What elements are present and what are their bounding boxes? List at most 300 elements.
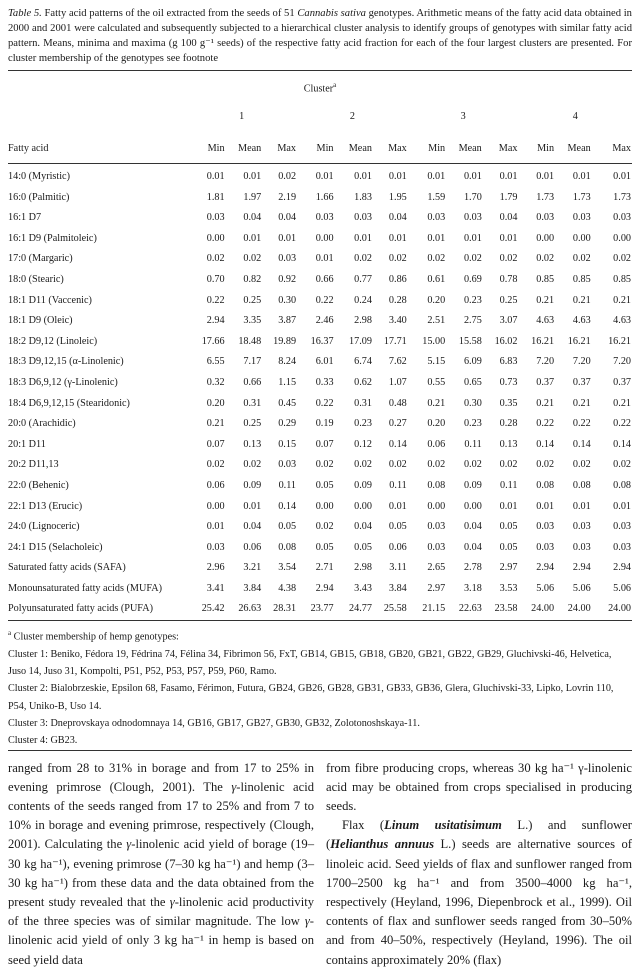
table-cell: 8.24 [278,356,297,368]
table-cell: 4.63 [613,315,631,327]
table-cell: 0.29 [278,418,297,430]
table-cell: 0.61 [427,273,446,285]
table-cell: 1.83 [354,191,372,203]
cluster-heading-label: Cluster [303,83,334,95]
table-cell: 0.14 [536,438,555,450]
table-cell: 5.06 [572,582,591,594]
table-cell: 0.03 [278,253,297,265]
table-row [8,394,632,415]
fatty-acid-name: 18:0 (Stearic) [8,273,64,285]
table-cell: 0.07 [206,438,225,450]
table-cell: 0.02 [499,253,518,265]
table-cell: 0.05 [315,541,334,553]
table-cell: 0.00 [206,500,225,512]
cluster-heading [8,71,632,99]
table-cell: 0.07 [315,438,334,450]
footnote-cluster-1: Cluster 1: Beniko, Fédora 19, Fédrina 74, Félina 34, Fibrimon 56, FxT, GB14, GB15, GB18, GB20, GB21, GB22, GB29, Gluchivski-46, Helvetica, Juso 14, Juso 31, Kompolti, P51, P52, P53, P57, P59, P60, Ramo. [8,648,612,678]
table-cell: 0.37 [536,376,555,388]
table-cell: 4.63 [536,315,555,327]
table-cell: 24.77 [349,603,372,615]
table-cell: 0.24 [354,294,372,306]
table-cell: 1.81 [206,191,225,203]
table-cell: 0.85 [613,273,631,285]
table-cell: 0.65 [463,376,482,388]
table-cell: 0.23 [354,418,372,430]
col-header-min: Min [428,143,446,154]
table-cell: 2.94 [315,582,334,594]
table-cell: 0.11 [500,479,518,491]
table-cell: 0.78 [499,273,518,285]
table-cell: 0.06 [388,541,407,553]
table-cell: 2.98 [354,562,372,574]
table-cell: 1.95 [388,191,407,203]
text-run: -linolenic acid yield of only 3 kg ha⁻¹ in hemp is based on seed yield data [8,914,314,967]
table-cell: 0.02 [536,459,555,471]
fatty-acid-name: 18:4 D6,9,12,15 (Stearidonic) [8,397,130,409]
table-cell: 1.07 [388,376,407,388]
fatty-acid-name: 22:1 D13 (Erucic) [8,500,83,512]
table-cell: 0.14 [613,438,631,450]
col-header-mean: Mean [348,143,372,154]
right-paragraph-2 [326,816,632,970]
table-row [8,497,632,518]
table-cell: 0.27 [388,418,407,430]
table-cell: 0.31 [243,397,262,409]
table-cell: 16.21 [531,335,555,347]
table-cell: 0.01 [499,232,518,244]
table-cell: 17.66 [201,335,225,347]
table-cell: 0.09 [243,479,262,491]
table-cell: 0.23 [463,418,482,430]
table-cell: 0.02 [613,253,631,265]
table-cell: 0.77 [354,273,372,285]
table-cell: 0.01 [499,171,518,182]
species-name-sunflower: Helianthus annuus [330,837,434,852]
table-cell: 26.63 [238,603,262,615]
table-cell: 0.21 [536,294,555,306]
table-cell: 6.74 [354,356,372,368]
table-cell: 0.02 [463,459,482,471]
text-run: L.) seeds are alternative sources of linoleic acid. Seed yields of flax and sunflower ranged from 1700–2500 kg ha⁻¹ and from 3500–4000 kg ha⁻¹, respectively (Heyland, 1996, Diepenbrock et al., 1999). Oil contents of flax and sunflower seeds ranged from 30–50% and from 40–50%, respectively (Heyland, 1996). The oil contains approximately 20% (flax) [326,837,632,967]
table-cell: 0.01 [572,171,591,182]
table-cell: 0.15 [278,438,297,450]
table-cell: 7.20 [613,356,631,368]
table-cell: 0.22 [572,418,591,430]
table-cell: 0.37 [572,376,591,388]
table-cell: 0.11 [464,438,482,450]
table-cell: 0.05 [315,479,334,491]
footnote-marker: a [8,629,12,638]
col-header-max: Max [388,143,407,154]
table-row [8,188,632,209]
fatty-acid-table [8,99,632,620]
cluster-number-row [8,99,632,135]
table-cell: 1.59 [427,191,446,203]
table-cell: 6.01 [315,356,334,368]
footnote-cluster-4: Cluster 4: GB23. [8,735,78,747]
table-row [8,167,632,188]
table-cell: 0.19 [315,418,334,430]
fatty-acid-name: 22:0 (Behenic) [8,479,69,491]
col-header-min: Min [537,143,555,154]
table-cell: 0.03 [427,541,446,553]
table-cell: 18.48 [238,335,262,347]
table-cell: 0.03 [613,541,631,553]
table-cell: 0.05 [278,521,297,533]
table-cell: 1.73 [572,191,591,203]
table-cell: 0.22 [315,294,334,306]
text-run: L.) and sunflower ( [326,818,633,852]
table-cell: 0.02 [536,253,555,265]
table-cell: 2.94 [536,562,555,574]
table-cell: 1.66 [315,191,334,203]
table-cell: 0.28 [499,418,518,430]
table-cell: 2.98 [354,315,372,327]
table-cell: 0.03 [278,459,297,471]
table-cell: 0.02 [613,459,631,471]
right-paragraph-1: from fibre producing crops, whereas 30 kg ha⁻¹ γ-linolenic acid may be obtained from crops specialised in producing seeds. [326,760,632,813]
table-cell: 0.00 [463,500,482,512]
table-cell: 3.43 [354,582,372,594]
table-cell: 0.00 [354,500,372,512]
table-row [8,332,632,353]
table-cell: 0.03 [206,212,225,224]
table-cell: 2.94 [613,562,631,574]
table-cell: 6.09 [463,356,482,368]
table-row [8,517,632,538]
table-row [8,538,632,559]
table-cell: 0.22 [536,418,555,430]
table-cell: 2.97 [499,562,518,574]
table-cell: 4.63 [572,315,591,327]
table-cell: 0.00 [613,232,631,244]
table-cell: 3.54 [278,562,297,574]
table-cell: 0.01 [206,171,225,182]
table-cell: 0.03 [613,212,631,224]
table-cell: 0.02 [427,253,446,265]
table-cell: 0.03 [427,521,446,533]
table-cell: 0.35 [499,397,518,409]
table-cell: 0.01 [354,171,372,182]
table-cell: 0.04 [354,521,372,533]
table-cell: 0.06 [206,479,225,491]
table-cell: 0.00 [536,232,555,244]
table-cell: 0.01 [463,232,482,244]
table-cell: 3.53 [499,582,518,594]
table-cell: 0.06 [243,541,262,553]
table-cell: 0.69 [463,273,482,285]
table-cell: 22.63 [458,603,482,615]
table-cell: 0.01 [315,171,334,182]
caption-species: Cannabis sativa [297,8,366,19]
table-row [8,599,632,620]
table-cell: 3.84 [243,582,262,594]
table-cell: 0.03 [572,541,591,553]
table-cell: 0.01 [278,232,297,244]
table-row [8,435,632,456]
table-cell: 15.58 [458,335,482,347]
table-cell: 0.66 [243,376,262,388]
table-cell: 2.94 [572,562,591,574]
table-cell: 0.04 [243,521,262,533]
table-row [8,270,632,291]
table-cell: 0.85 [572,273,591,285]
table-cell: 0.08 [427,479,446,491]
table-cell: 3.41 [206,582,225,594]
right-column [326,759,632,970]
table-row [8,249,632,270]
table-cell: 0.08 [613,479,631,491]
table-cell: 0.30 [278,294,297,306]
fatty-acid-name: 17:0 (Margaric) [8,253,73,265]
fatty-acid-name: 18:2 D9,12 (Linoleic) [8,335,98,347]
table-row [8,579,632,600]
table-row [8,229,632,250]
table-cell: 0.08 [572,479,591,491]
fatty-acid-name: 16:1 D7 [8,212,42,224]
page [8,0,632,970]
table-cell: 0.21 [427,397,446,409]
table-cell: 0.03 [315,212,334,224]
cluster-heading-footnote-marker: a [333,81,337,89]
table-cell: 0.02 [206,253,225,265]
table-cell: 0.62 [354,376,372,388]
table-label: Table 5. [8,8,42,19]
table-cell: 0.25 [243,418,262,430]
table-cell: 0.02 [427,459,446,471]
table-cell: 0.01 [463,171,482,182]
table-cell: 0.01 [315,253,334,265]
table-body [8,167,632,620]
table-cell: 0.14 [572,438,591,450]
table-cell: 0.03 [354,212,372,224]
table-cell: 2.75 [463,315,482,327]
table-cell: 0.01 [499,500,518,512]
text-run: -linolenic acid yield of borage (19–30 kg ha⁻¹), evening primrose (7–30 kg ha⁻¹) and hemp (3–30 kg ha⁻¹) from these data and the data obtained from the present study revealed that the [8,837,315,909]
text-run: ranged from 28 to 31% in borage and from 17 to 25% in evening primrose (Clough, 2001). The [8,760,314,794]
table-cell: 0.00 [572,232,591,244]
table-cell: 0.04 [243,212,262,224]
table-cell: 0.03 [536,541,555,553]
table-cell: 0.23 [463,294,482,306]
left-column [8,759,314,970]
table-cell: 15.00 [422,335,446,347]
table-cell: 21.15 [422,603,446,615]
cluster-4-heading: 4 [572,111,578,122]
table-row [8,373,632,394]
table-cell: 3.35 [243,315,262,327]
table-cell: 0.13 [499,438,518,450]
table-cell: 0.01 [388,232,407,244]
table-cell: 1.15 [278,376,297,388]
table-row [8,352,632,373]
table-cell: 0.92 [278,273,297,285]
table-cell: 2.96 [206,562,225,574]
fatty-acid-name: 18:3 D6,9,12 (γ-Linolenic) [8,376,118,388]
table-cell: 0.08 [278,541,297,553]
table-cell: 0.14 [278,500,297,512]
table-cell: 0.01 [243,171,262,182]
footnote-intro-text: Cluster membership of hemp genotypes: [11,631,179,643]
table-row [8,455,632,476]
table-cell: 1.79 [499,191,518,203]
table-cell: 17.71 [383,335,407,347]
table-cell: 0.00 [206,232,225,244]
table-cell: 0.32 [206,376,225,388]
table-cell: 23.58 [494,603,518,615]
table-cell: 7.20 [572,356,591,368]
table-cell: 0.00 [315,232,334,244]
fatty-acid-name: 16:0 (Palmitic) [8,191,70,203]
col-header-mean: Mean [458,143,482,154]
table-cell: 2.71 [315,562,334,574]
left-paragraph [8,759,314,970]
table-cell: 0.20 [427,418,446,430]
table-cell: 0.33 [315,376,334,388]
table-cell: 2.94 [206,315,225,327]
table-cell: 25.58 [383,603,407,615]
table-cell: 0.02 [354,459,372,471]
table-cell: 25.42 [201,603,225,615]
table-cell: 0.01 [427,232,446,244]
table-cell: 0.08 [536,479,555,491]
table-cell: 5.15 [427,356,446,368]
caption-text-before: Fatty acid patterns of the oil extracted from the seeds of 51 [41,8,298,19]
fatty-acid-name: 20:2 D11,13 [8,459,59,471]
gamma-symbol: γ [126,837,132,852]
col-header-max: Max [612,143,631,154]
table-cell: 0.25 [243,294,262,306]
table-cell: 19.89 [273,335,297,347]
table-cell: 24.00 [567,603,591,615]
table-cell: 0.02 [388,253,407,265]
table-footnote [8,625,632,749]
table-cell: 0.22 [206,294,225,306]
table-cell: 0.09 [354,479,372,491]
table-row [8,291,632,312]
table-cell: 5.06 [613,582,631,594]
fatty-acid-name: 14:0 (Myristic) [8,171,70,182]
table-cell: 0.01 [243,232,262,244]
table-cell: 0.01 [243,500,262,512]
cluster-2-heading: 2 [349,111,355,122]
table-cell: 0.03 [536,212,555,224]
table-cell: 2.78 [463,562,482,574]
gamma-symbol: γ [169,894,175,909]
table-cell: 0.05 [499,521,518,533]
table-cell: 0.21 [613,294,631,306]
table-cell: 0.02 [206,459,225,471]
table-cell: 0.21 [572,294,591,306]
fatty-acid-name: 18:1 D11 (Vaccenic) [8,294,92,306]
table-row [8,208,632,229]
table-cell: 17.09 [349,335,372,347]
table-cell: 7.17 [243,356,262,368]
gamma-symbol: γ [304,914,310,929]
table-cell: 0.12 [354,438,372,450]
table-cell: 0.03 [463,212,482,224]
row-header: Fatty acid [8,143,49,154]
fatty-acid-name: 24:0 (Lignoceric) [8,521,80,533]
col-header-mean: Mean [238,143,262,154]
table-cell: 0.28 [388,294,407,306]
table-cell: 0.00 [315,500,334,512]
table-cell: 2.46 [315,315,334,327]
table-row [8,311,632,332]
table-cell: 16.02 [494,335,518,347]
table-cell: 0.22 [613,418,631,430]
table-cell: 0.03 [536,521,555,533]
table-cell: 16.37 [310,335,334,347]
table-cell: 1.97 [243,191,262,203]
text-run: -linolenic acid productivity of the three species was of similar magnitude. The low [8,894,315,929]
gamma-symbol: γ [231,779,237,794]
table-cell: 0.45 [278,397,297,409]
table-cell: 0.01 [388,500,407,512]
table-cell: 0.01 [572,500,591,512]
table-cell: 0.21 [536,397,555,409]
fatty-acid-name: 20:0 (Arachidic) [8,418,76,430]
table-cell: 0.01 [427,171,446,182]
table-cell: 0.73 [499,376,518,388]
table-cell: 0.20 [206,397,225,409]
text-run: Flax ( [342,818,385,833]
table-cell: 0.82 [243,273,262,285]
table-cell: 0.20 [427,294,446,306]
table-cell: 0.02 [388,459,407,471]
fatty-acid-name: Saturated fatty acids (SAFA) [8,562,126,574]
table-cell: 0.70 [206,273,225,285]
table-cell: 24.00 [531,603,555,615]
table-cell: 0.02 [354,253,372,265]
table-cell: 0.85 [536,273,555,285]
table-cell: 28.31 [273,603,297,615]
table-cell: 1.70 [463,191,482,203]
table-cell: 2.19 [278,191,297,203]
footnote-cluster-3: Cluster 3: Dneprovskaya odnodomnaya 14, GB16, GB17, GB27, GB30, GB32, Zolotonoshskaya-11. [8,717,420,729]
table-cell: 0.04 [463,541,482,553]
table-cell: 5.06 [536,582,555,594]
col-header-min: Min [316,143,334,154]
table-cell: 6.83 [499,356,518,368]
col-header-max: Max [498,143,518,154]
table-cell: 0.02 [315,521,334,533]
table-cell: 0.66 [315,273,334,285]
table-caption [8,6,632,66]
fatty-acid-name: 18:3 D9,12,15 (α-Linolenic) [8,356,124,368]
table-cell: 0.30 [463,397,482,409]
table-cell: 0.03 [572,521,591,533]
table-cell: 23.77 [310,603,334,615]
table-cell: 0.22 [315,397,334,409]
table-cell: 0.11 [389,479,407,491]
cluster-1-heading: 1 [239,111,245,122]
fatty-acid-name: 20:1 D11 [8,438,46,450]
table-cell: 2.65 [427,562,446,574]
table-bottom-rule [8,620,632,621]
table-cell: 0.06 [427,438,446,450]
table-cell: 16.21 [608,335,631,347]
col-header-mean: Mean [567,143,591,154]
table-cell: 0.00 [427,500,446,512]
table-cell: 0.21 [613,397,631,409]
table-cell: 0.02 [572,253,591,265]
species-name-flax: Linum usitatisimum [384,818,502,833]
table-cell: 0.37 [613,376,631,388]
table-cell: 6.55 [206,356,225,368]
table-cell: 0.04 [499,212,518,224]
table-cell: 0.03 [572,212,591,224]
